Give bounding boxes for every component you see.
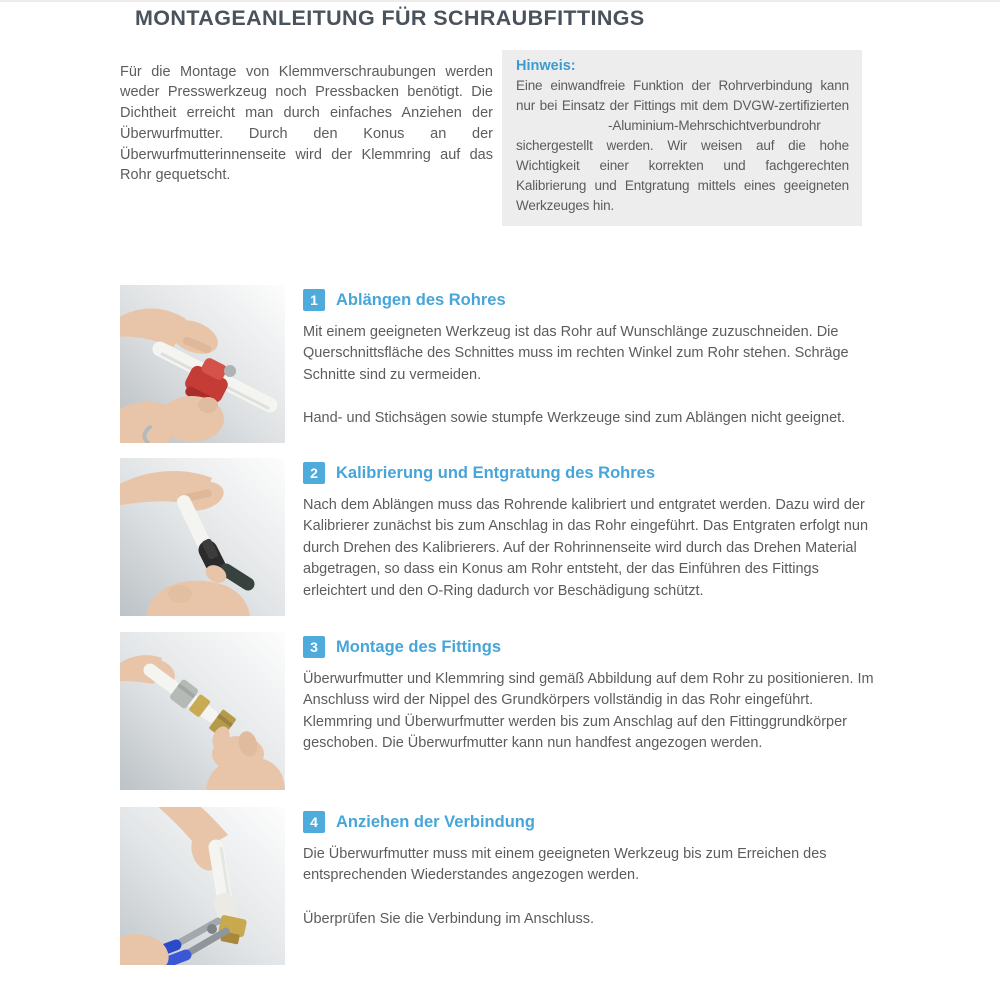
- step-1-number-badge: 1: [303, 289, 325, 311]
- tightening-pliers-illustration: [120, 807, 285, 965]
- step-1-paragraph-2: Hand- und Stichsägen sowie stumpfe Werkzeuge sind zum Ablängen nicht geeignet.: [303, 410, 846, 427]
- redacted-brand-gap: [516, 129, 608, 130]
- step-1-paragraph-1: Mit einem geeigneten Werkzeug ist das Rohr auf Wunschlänge zuzuschneiden. Die Querschnittsfläche des Schnittes muss im rechten Winkel zum Rohr stehen. Schräge Schnitte sind zu vermeiden.: [303, 324, 849, 383]
- page-title: MONTAGEANLEITUNG FÜR SCHRAUBFITTINGS: [135, 6, 645, 30]
- intro-paragraph: Für die Montage von Klemmverschraubungen werden weder Presswerkzeug noch Pressbacken benötigt. Die Dichtheit erreicht man durch einfaches Anziehen der Überwurfmutter. Durch den Konus an der Überwurfmutterinnenseite wird der Klemmring auf das Rohr gequetscht.: [120, 63, 493, 184]
- hinweis-note-box: [502, 50, 862, 226]
- step-2-paragraph-1: Nach dem Ablängen muss das Rohrende kalibriert und entgratet werden. Dazu wird der Kalibrierer zunächst bis zum Anschlag in das Rohr eingeführt. Das Entgraten erfolgt nun durch Drehen des Kalibrierers. Auf der Rohrinnenseite wird durch das Drehen Material abgetragen, so dass ein Konus am Rohr entsteht, der das Einführen des Fittings erleichtert und den O-Ring dadurch vor Beschädigung schützt.: [303, 497, 869, 599]
- hinweis-text-part1: Eine einwandfreie Funktion der Rohrverbindung kann nur bei Einsatz der Fittings mit dem DVGW-zertifizierten: [516, 78, 849, 113]
- step-4-paragraph-2: Überprüfen Sie die Verbindung im Anschluss.: [303, 910, 594, 927]
- step-3-number-badge: 3: [303, 636, 325, 658]
- hinweis-label: Hinweis:: [516, 58, 576, 74]
- hinweis-text-part2: -Aluminium-Mehrschichtverbundrohr sichergestellt werden. Wir weisen auf die hohe Wichtigkeit einer korrekten und fachgerechten Kalibrierung und Entgratung mittels eines geeigneten Werkzeuges hin.: [516, 118, 849, 213]
- step-3-title: Montage des Fittings: [336, 638, 501, 656]
- step-4-photo: [120, 807, 285, 965]
- step-2-number-badge: 2: [303, 462, 325, 484]
- calibration-illustration: [120, 458, 285, 616]
- step-1-photo: [120, 285, 285, 443]
- step-2-photo: [120, 458, 285, 616]
- step-2-title: Kalibrierung und Entgratung des Rohres: [336, 464, 656, 482]
- fitting-assembly-illustration: [120, 632, 285, 790]
- page-top-border: [0, 0, 1000, 2]
- step-3-photo: [120, 632, 285, 790]
- step-1-title: Ablängen des Rohres: [336, 291, 506, 309]
- step-4-title: Anziehen der Verbindung: [336, 813, 535, 831]
- hinweis-text: [516, 76, 849, 216]
- step-3-paragraph-1: Überwurfmutter und Klemmring sind gemäß Abbildung auf dem Rohr zu positionieren. Im Anschluss wird der Nippel des Grundkörpers vollständig in das Rohr eingeführt. Klemmring und Überwurfmutter werden bis zum Anschlag auf den Fittinggrundkörper geschoben. Die Überwurfmutter kann nun handfest angezogen werden.: [303, 671, 874, 752]
- step-4-paragraph-1: Die Überwurfmutter muss mit einem geeigneten Werkzeug bis zum Erreichen des entsprechenden Wiederstandes angezogen werden.: [303, 846, 827, 884]
- step-4-number-badge: 4: [303, 811, 325, 833]
- pipe-cutting-illustration: [120, 285, 285, 443]
